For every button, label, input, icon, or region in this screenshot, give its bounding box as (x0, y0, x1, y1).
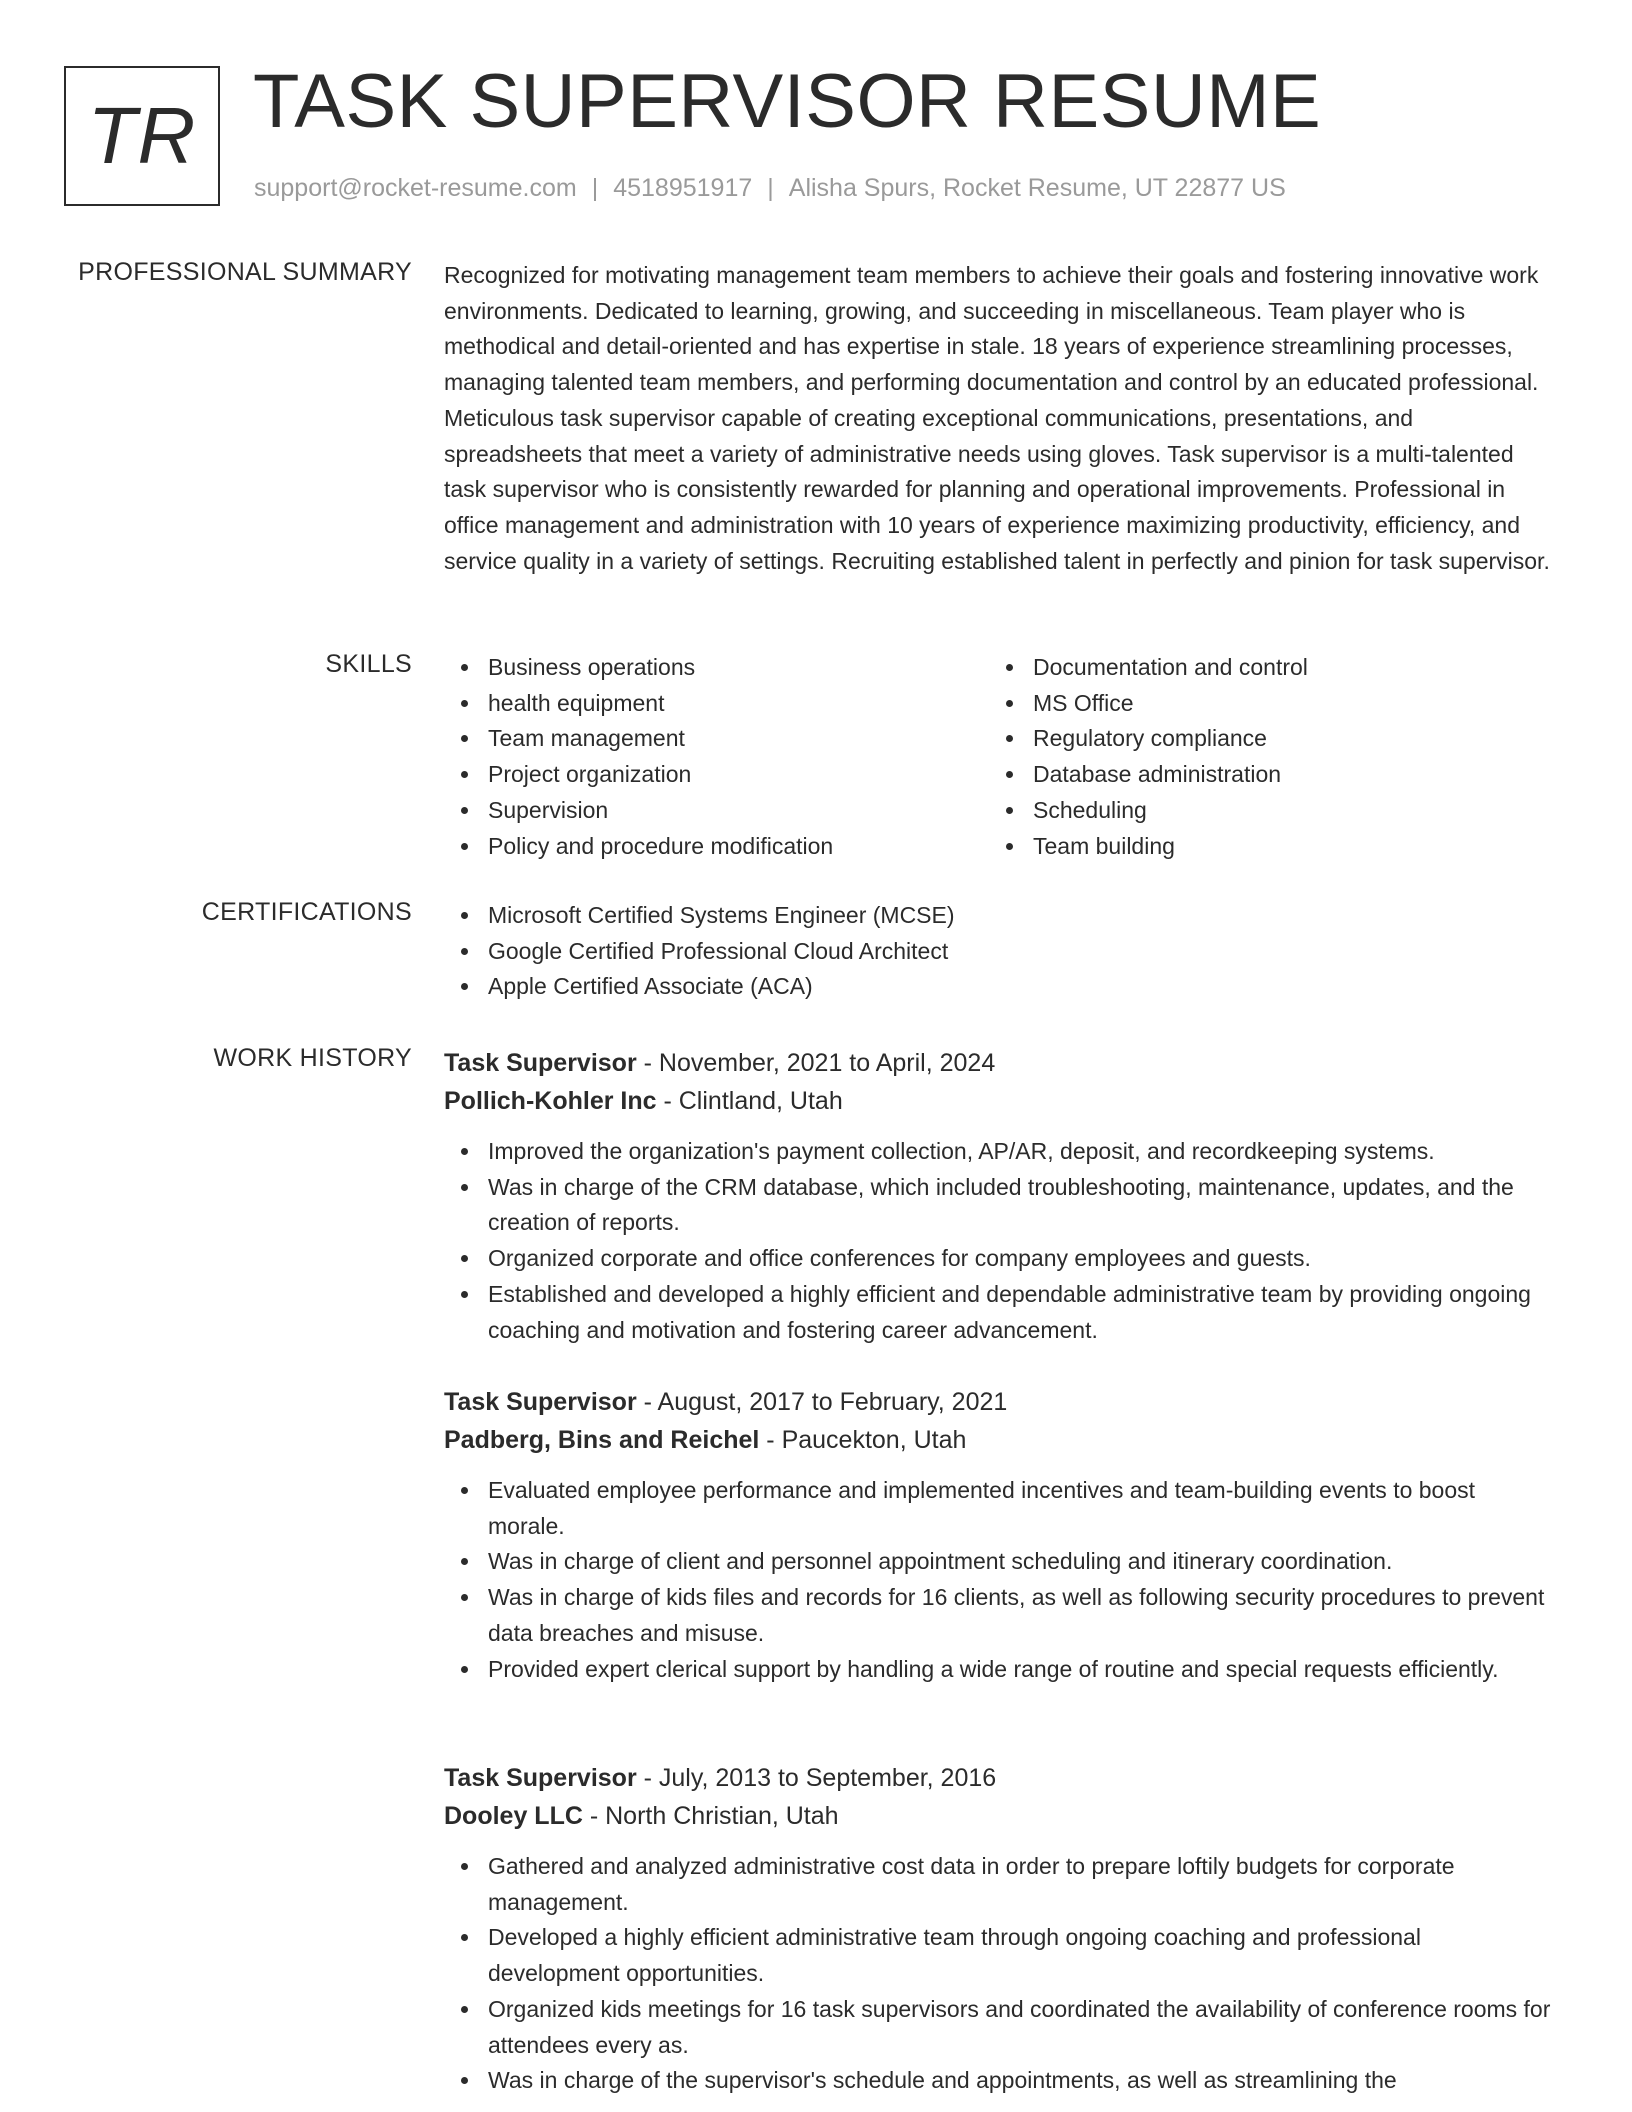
work-history-heading: WORK HISTORY (213, 1044, 412, 1072)
skills-list-right (989, 650, 1534, 864)
skill-item: Business operations (488, 650, 989, 686)
monogram-initials: TR (87, 91, 197, 180)
certification-item: Microsoft Certified Systems Engineer (MCSE) (488, 898, 1554, 934)
skill-item: MS Office (1033, 686, 1534, 722)
job-duties-list (444, 1473, 1554, 1687)
skill-item: Documentation and control (1033, 650, 1534, 686)
job-duty-item: Improved the organization's payment collection, AP/AR, deposit, and recordkeeping systems. (488, 1134, 1554, 1170)
job-duties-list (444, 1849, 1554, 2099)
contact-separator: | (767, 174, 774, 202)
contact-separator: | (591, 174, 599, 202)
job-company: Pollich-Kohler Inc (444, 1087, 657, 1115)
skill-item: Regulatory compliance (1033, 721, 1534, 757)
contact-address: Alisha Spurs, Rocket Resume, UT 22877 US (788, 174, 1286, 202)
job-title-line (444, 1759, 1554, 1797)
skills-columns (444, 650, 1554, 864)
job-company: Dooley LLC (444, 1802, 583, 1830)
job-duty-item: Organized kids meetings for 16 task supervisors and coordinated the availability of conference rooms for attendees every as. (488, 1992, 1554, 2063)
job-duties-list (444, 1134, 1554, 1348)
skill-item: Supervision (488, 793, 989, 829)
job-company-line (444, 1082, 1554, 1120)
job-duty-item: Was in charge of kids files and records for 16 clients, as well as following security procedures to prevent data breaches and misuse. (488, 1580, 1554, 1651)
monogram-box (64, 66, 220, 206)
job-duty-item: Developed a highly efficient administrative team through ongoing coaching and professional development opportunities. (488, 1920, 1554, 1991)
job-dates: - November, 2021 to April, 2024 (636, 1049, 996, 1077)
skills-heading: SKILLS (325, 650, 412, 678)
skills-list-left (444, 650, 989, 864)
summary-heading: PROFESSIONAL SUMMARY (78, 258, 412, 286)
certification-item: Apple Certified Associate (ACA) (488, 969, 1554, 1005)
skill-item: Database administration (1033, 757, 1534, 793)
job-location: - Paucekton, Utah (759, 1426, 967, 1454)
job-title: Task Supervisor (444, 1764, 637, 1792)
job-location: - Clintland, Utah (656, 1087, 843, 1115)
skill-item: health equipment (488, 686, 989, 722)
certification-item: Google Certified Professional Cloud Architect (488, 934, 1554, 970)
job-duty-item: Was in charge of the supervisor's schedule and appointments, as well as streamlining the (488, 2063, 1554, 2099)
job-duty-item: Was in charge of the CRM database, which included troubleshooting, maintenance, updates, and the creation of reports. (488, 1170, 1554, 1241)
job-title: Task Supervisor (444, 1049, 637, 1077)
contact-line (254, 174, 1286, 203)
certifications-list (444, 898, 1554, 1005)
job-dates: - July, 2013 to September, 2016 (636, 1764, 997, 1792)
job-duty-item: Was in charge of client and personnel appointment scheduling and itinerary coordination. (488, 1544, 1554, 1580)
contact-email: support@rocket-resume.com (254, 174, 577, 202)
job-duty-item: Organized corporate and office conferences for company employees and guests. (488, 1241, 1554, 1277)
resume-title: TASK SUPERVISOR RESUME (253, 59, 1322, 144)
job-duty-item: Evaluated employee performance and implemented incentives and team-building events to boost morale. (488, 1473, 1554, 1544)
contact-phone: 4518951917 (613, 174, 753, 202)
job-company: Padberg, Bins and Reichel (444, 1426, 760, 1454)
skill-item: Team building (1033, 829, 1534, 865)
skill-item: Policy and procedure modification (488, 829, 989, 865)
skill-item: Team management (488, 721, 989, 757)
job-company-line (444, 1797, 1554, 1835)
job-duty-item: Gathered and analyzed administrative cost data in order to prepare loftily budgets for corporate management. (488, 1849, 1554, 1920)
job-title-line (444, 1383, 1554, 1421)
skill-item: Project organization (488, 757, 989, 793)
skill-item: Scheduling (1033, 793, 1534, 829)
summary-text: Recognized for motivating management team members to achieve their goals and fostering innovative work environments. Dedicated to learning, growing, and succeeding in miscellaneous. Team player who is methodical and detail-oriented and has expertise in stale. 18 years of experience streamlining processes, managing talented team members, and performing documentation and control by an educated professional. Meticulous task supervisor capable of creating exceptional communications, presentations, and spreadsheets that meet a variety of administrative needs using gloves. Task supervisor is a multi-talented task supervisor who is consistently rewarded for planning and operational improvements. Professional in office management and administration with 10 years of experience maximizing productivity, efficiency, and service quality in a variety of settings. Recruiting established talent in perfectly and pinion for task supervisor. (444, 262, 1550, 574)
certifications-heading: CERTIFICATIONS (201, 898, 412, 926)
job-dates: - August, 2017 to February, 2021 (636, 1388, 1008, 1416)
job-title-line (444, 1044, 1554, 1082)
job-duty-item: Provided expert clerical support by handling a wide range of routine and special requests efficiently. (488, 1652, 1554, 1688)
job-title: Task Supervisor (444, 1388, 637, 1416)
job-duty-item: Established and developed a highly efficient and dependable administrative team by providing ongoing coaching and motivation and fostering career advancement. (488, 1277, 1554, 1348)
job-company-line (444, 1421, 1554, 1459)
job-location: - North Christian, Utah (582, 1802, 839, 1830)
